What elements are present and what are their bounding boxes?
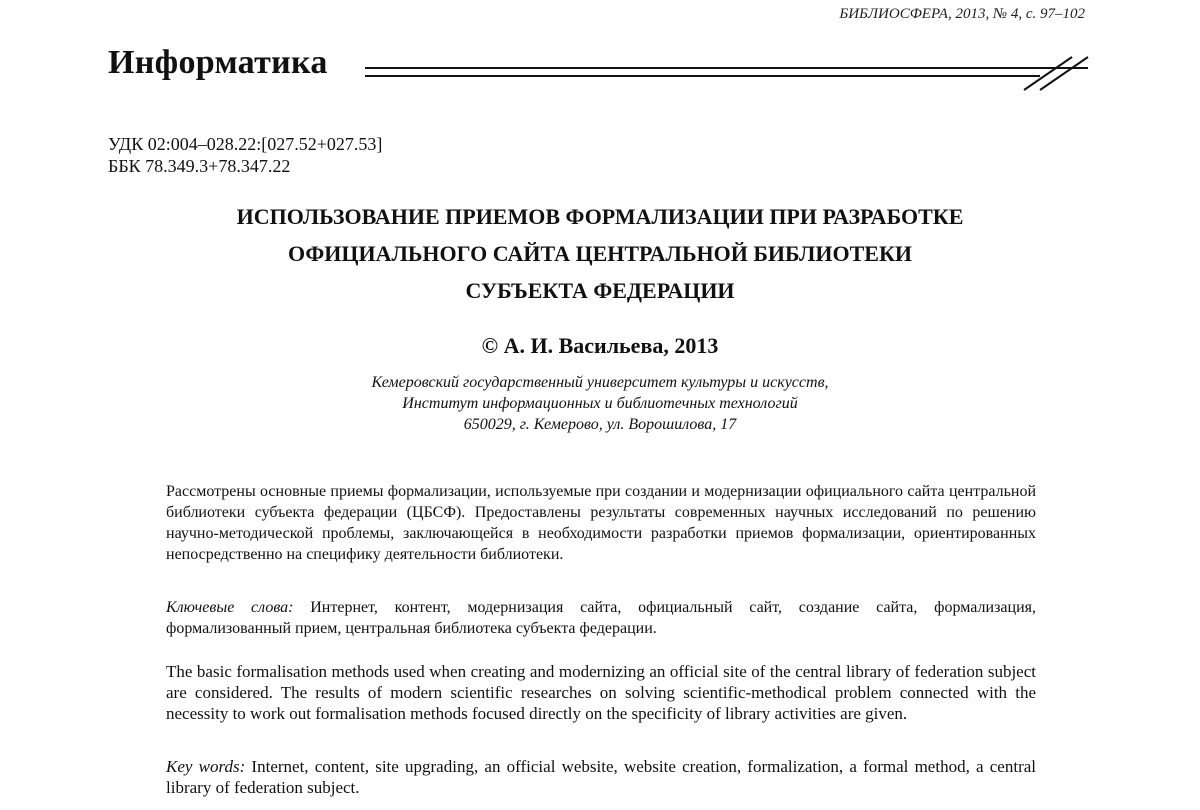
affiliation xyxy=(0,372,1200,435)
article-title-line: ОФИЦИАЛЬНОГО САЙТА ЦЕНТРАЛЬНОЙ БИБЛИОТЕКИ xyxy=(287,241,913,266)
author-copyright: © А. И. Васильева, 2013 xyxy=(481,333,719,358)
article-title xyxy=(0,198,1200,309)
bbk-code: ББК 78.349.3+78.347.22 xyxy=(108,156,291,176)
article-title-line: ИСПОЛЬЗОВАНИЕ ПРИЕМОВ ФОРМАЛИЗАЦИИ ПРИ РАЗРАБОТКЕ xyxy=(236,204,964,229)
keywords-english xyxy=(166,756,1036,798)
udk-code: УДК 02:004–028.22:[027.52+027.53] xyxy=(108,134,383,154)
affiliation-line: Кемеровский государственный университет культуры и искусств, xyxy=(371,374,829,391)
article-title-line: СУБЪЕКТА ФЕДЕРАЦИИ xyxy=(465,278,735,303)
classification-codes xyxy=(108,133,382,177)
section-heading-rule xyxy=(360,54,1095,94)
section-heading: Информатика xyxy=(108,44,328,81)
keywords-label: Ключевые слова: xyxy=(166,599,294,616)
keywords-text: Интернет, контент, модернизация сайта, официальный сайт, создание сайта, формализация, формализованный прием, центральная библиотека субъекта федерации. xyxy=(166,599,1036,637)
affiliation-line: Институт информационных и библиотечных технологий xyxy=(402,395,798,412)
abstract-russian: Рассмотрены основные приемы формализации, используемые при создании и модернизации официального сайта центральной библиотеки субъекта федерации (ЦБСФ). Предоставлены результаты современных научных исследований по решению научно-методической проблемы, заключающейся в необходимости разработки приемов формализации, ориентированных непосредственно на специфику деятельности библиотеки. xyxy=(166,483,1036,563)
affiliation-line: 650029, г. Кемерово, ул. Ворошилова, 17 xyxy=(463,416,737,433)
keywords-russian xyxy=(166,597,1036,639)
journal-reference: БИБЛИОСФЕРА, 2013, № 4, с. 97–102 xyxy=(839,6,1085,22)
abstract-english: The basic formalisation methods used when creating and modernizing an official site of the central library of federation subject are considered. The results of modern scientific researches on solving scientific-methodical problem connected with the necessity to work out formalisation methods focused directly on the specificity of library activities are given. xyxy=(166,662,1036,723)
keywords-label: Key words: xyxy=(166,757,246,776)
keywords-text: Internet, content, site upgrading, an official website, website creation, formalization, a formal method, a central library of federation subject. xyxy=(166,757,1037,797)
